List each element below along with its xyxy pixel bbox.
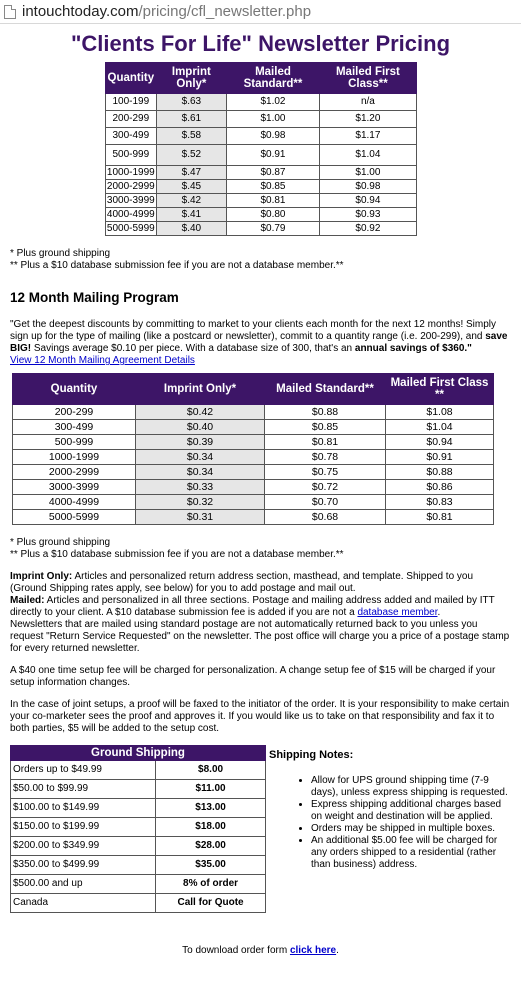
table-row — [11, 894, 266, 913]
cell-price: $11.00 — [156, 780, 266, 799]
address-bar[interactable] — [0, 0, 521, 24]
ground-shipping-title: Ground Shipping — [11, 746, 266, 761]
cell-range: Canada — [11, 894, 156, 913]
url-path: /pricing/cfl_newsletter.php — [138, 3, 312, 20]
list-item: • Orders may be shipped in multiple boxes. — [311, 823, 509, 835]
cell-first-class: $0.81 — [386, 510, 494, 525]
cell-first-class: $0.88 — [386, 465, 494, 480]
shipping-notes — [269, 745, 509, 913]
list-item: • Allow for UPS ground shipping time (7-9 days), unless express shipping is requested. — [311, 775, 509, 799]
mailing-program-heading: 12 Month Mailing Program — [10, 290, 179, 306]
definition-label: Mailed: — [10, 595, 45, 607]
cell-imprint: $0.34 — [136, 450, 265, 465]
cell-first-class: $0.92 — [320, 222, 416, 236]
cell-quantity: 5000-5999 — [13, 510, 136, 525]
cell-first-class: $0.86 — [386, 480, 494, 495]
col-header: Mailed Standard** — [226, 63, 320, 94]
cell-range: $50.00 to $99.99 — [11, 780, 156, 799]
cell-standard: $0.81 — [226, 194, 320, 208]
cell-standard: $0.85 — [226, 180, 320, 194]
text-span: Savings average $0.10 per piece. With a database size of 300, that's an — [31, 343, 355, 355]
table-row — [11, 818, 266, 837]
col-header: Mailed Standard** — [265, 374, 386, 405]
table-row — [13, 405, 494, 420]
footnote-ground: * Plus ground shipping — [10, 537, 111, 549]
col-header: Imprint Only* — [136, 374, 265, 405]
cell-imprint: $0.33 — [136, 480, 265, 495]
table-row — [13, 435, 494, 450]
cell-quantity: 2000-2999 — [106, 180, 155, 192]
cell-first-class: $1.08 — [386, 405, 494, 420]
cell-standard: $0.81 — [265, 435, 386, 450]
database-member-link[interactable]: database member — [357, 607, 438, 619]
table-row — [13, 465, 494, 480]
cell-imprint: $0.31 — [136, 510, 265, 525]
cell-imprint: $0.42 — [136, 405, 265, 420]
cell-standard: $0.79 — [226, 222, 320, 236]
download-text: To download order form — [182, 945, 290, 957]
shipping-notes-list — [269, 775, 509, 871]
cell-standard: $0.98 — [226, 128, 320, 145]
table-row — [11, 837, 266, 856]
table-row — [11, 799, 266, 818]
cell-first-class: $0.98 — [320, 180, 416, 194]
cell-first-class: n/a — [320, 94, 416, 111]
cell-standard: $0.78 — [265, 450, 386, 465]
definition-text: . — [437, 607, 441, 619]
table-row — [11, 875, 266, 894]
table-row — [105, 111, 416, 128]
agreement-details-link[interactable]: View 12 Month Mailing Agreement Details — [10, 355, 195, 367]
bold-text: save BIG! — [10, 331, 508, 355]
table-row — [105, 180, 416, 194]
cell-first-class: $0.91 — [386, 450, 494, 465]
cell-price: $18.00 — [156, 818, 266, 837]
table-row — [11, 761, 266, 780]
col-header: Imprint Only* — [157, 63, 226, 94]
cell-price: 8% of order — [156, 875, 266, 894]
cell-standard: $0.80 — [226, 208, 320, 222]
cell-imprint: $0.40 — [136, 420, 265, 435]
cell-standard: $0.70 — [265, 495, 386, 510]
table-row — [11, 856, 266, 875]
cell-quantity: 100-199 — [105, 94, 157, 111]
table-row — [13, 480, 494, 495]
page-title: "Clients For Life" Newsletter Pricing — [70, 31, 451, 56]
cell-price: Call for Quote — [156, 894, 266, 913]
cell-imprint: $.63 — [157, 94, 226, 111]
cell-price: $28.00 — [156, 837, 266, 856]
cell-quantity: 4000-4999 — [13, 495, 136, 510]
cell-first-class: $0.94 — [320, 194, 416, 208]
footnote-ground: * Plus ground shipping — [10, 248, 111, 260]
cell-standard: $0.87 — [226, 166, 320, 180]
shipping-notes-title: Shipping Notes: — [269, 749, 354, 762]
bold-text: annual savings of $360." — [354, 343, 472, 355]
cell-quantity: 200-299 — [13, 405, 136, 420]
imprint-definition — [10, 571, 511, 595]
cell-first-class: $0.94 — [386, 435, 494, 450]
col-header: Mailed First Class ** — [386, 374, 494, 405]
footnotes-2 — [10, 537, 511, 561]
cell-quantity: 3000-3999 — [106, 194, 155, 206]
footnote-fee: ** Plus a $10 database submission fee if you are not a database member.** — [10, 549, 344, 561]
cell-imprint: $0.34 — [136, 465, 265, 480]
cell-standard: $0.68 — [265, 510, 386, 525]
cell-range: $350.00 to $499.99 — [11, 856, 156, 875]
cell-first-class: $1.17 — [320, 128, 416, 145]
newsletter-pricing-table — [105, 62, 417, 236]
cell-standard: $0.85 — [265, 420, 386, 435]
table-row — [105, 145, 416, 166]
cell-first-class: $1.04 — [320, 145, 416, 166]
table-row — [105, 94, 416, 111]
page-icon — [4, 5, 16, 19]
cell-first-class: $1.04 — [386, 420, 494, 435]
table-row — [13, 420, 494, 435]
list-item: • Express shipping additional charges based on weight and destination will be applied. — [311, 799, 509, 823]
cell-quantity: 1000-1999 — [106, 166, 155, 178]
cell-quantity: 5000-5999 — [106, 222, 155, 234]
setup-fee-text: A $40 one time setup fee will be charged for personalization. A change setup fee of $15 will be charged if your setup information changes. — [10, 665, 496, 689]
cell-imprint: $.42 — [157, 194, 226, 208]
cell-range: $200.00 to $349.99 — [11, 837, 156, 856]
cell-standard: $1.00 — [226, 111, 320, 128]
cell-price: $13.00 — [156, 799, 266, 818]
cell-standard: $0.88 — [265, 405, 386, 420]
table-row — [105, 166, 416, 180]
cell-first-class: $0.93 — [320, 208, 416, 222]
return-service-text: Newsletters that are mailed using standard postage are not automatically returned back to you unless you request "Return Service Requested" on the newsletter. The post office will charge you a price of a postage stamp for every returned newsletter. — [10, 619, 510, 655]
definition-text: Articles and personalized return address section, masthead, and template. Shipped to you (Ground Shipping rates apply, see below) for you to add postage and mail out. — [10, 571, 474, 595]
cell-first-class: $1.00 — [320, 166, 416, 180]
download-order-form — [10, 945, 511, 956]
click-here-link[interactable]: click here — [289, 945, 337, 957]
download-text-end: . — [336, 945, 339, 957]
definition-text: Articles and personalized in all three sections. Postage and mailing address added and mailed by ITT directly to your client. A $10 database submission fee is added if you are not a — [10, 595, 495, 619]
cell-range: Orders up to $49.99 — [11, 761, 156, 780]
url-host: intouchtoday.com — [22, 3, 139, 20]
cell-imprint: $.52 — [157, 145, 226, 166]
text-span: "Get the deepest discounts by committing to market to your clients each month for the next 12 months! Simply sign up for the type of mailing (like a postcard or newsletter), commit to a quantity range (i.e. 200-299), and — [10, 319, 497, 343]
table-row — [105, 128, 416, 145]
cell-standard: $0.75 — [265, 465, 386, 480]
table-row — [13, 510, 494, 525]
col-header: Quantity — [105, 63, 157, 94]
cell-price: $35.00 — [156, 856, 266, 875]
page-content — [0, 32, 521, 956]
cell-imprint: $.58 — [157, 128, 226, 145]
joint-setup-text: In the case of joint setups, a proof will be faxed to the initiator of the order. It is your responsibility to make certain your co-marketer sees the proof and approves it. If you would like us to take on that responsibility and fax it to both parties, $5 will be added to the setup cost. — [10, 699, 510, 735]
ground-shipping-table — [10, 745, 266, 913]
list-item: • An additional $5.00 fee will be charged for any orders shipped to a residential (rather than business) address. — [311, 835, 509, 871]
cell-imprint: $0.32 — [136, 495, 265, 510]
table-row — [11, 780, 266, 799]
cell-first-class: $1.20 — [320, 111, 416, 128]
cell-quantity: 200-299 — [105, 111, 157, 128]
cell-first-class: $0.83 — [386, 495, 494, 510]
cell-price: $8.00 — [156, 761, 266, 780]
cell-quantity: 2000-2999 — [13, 465, 136, 480]
table-row — [105, 222, 416, 236]
shipping-section — [10, 745, 511, 913]
mailing-program-table — [12, 373, 494, 525]
col-header: Quantity — [13, 374, 136, 405]
table-row — [105, 194, 416, 208]
cell-imprint: $.41 — [157, 208, 226, 222]
table-row — [13, 450, 494, 465]
mailed-definition — [10, 595, 511, 619]
cell-standard: $0.72 — [265, 480, 386, 495]
cell-quantity: 500-999 — [13, 435, 136, 450]
cell-quantity: 3000-3999 — [13, 480, 136, 495]
cell-imprint: $.40 — [157, 222, 226, 236]
cell-quantity: 300-499 — [13, 420, 136, 435]
table-row — [13, 495, 494, 510]
cell-quantity: 300-499 — [105, 128, 157, 145]
cell-imprint: $.45 — [157, 180, 226, 194]
cell-quantity: 500-999 — [105, 145, 157, 166]
cell-imprint: $0.39 — [136, 435, 265, 450]
cell-imprint: $.47 — [157, 166, 226, 180]
cell-range: $500.00 and up — [11, 875, 156, 894]
cell-standard: $0.91 — [226, 145, 320, 166]
cell-quantity: 1000-1999 — [13, 450, 136, 465]
footnote-fee: ** Plus a $10 database submission fee if you are not a database member.** — [10, 260, 344, 272]
cell-quantity: 4000-4999 — [106, 208, 155, 220]
cell-range: $150.00 to $199.99 — [11, 818, 156, 837]
col-header: Mailed First Class** — [320, 63, 416, 94]
definition-label: Imprint Only: — [10, 571, 73, 583]
cell-standard: $1.02 — [226, 94, 320, 111]
table-row — [105, 208, 416, 222]
cell-imprint: $.61 — [157, 111, 226, 128]
footnotes-1 — [10, 248, 511, 272]
cell-range: $100.00 to $149.99 — [11, 799, 156, 818]
mailing-program-text — [10, 319, 511, 355]
